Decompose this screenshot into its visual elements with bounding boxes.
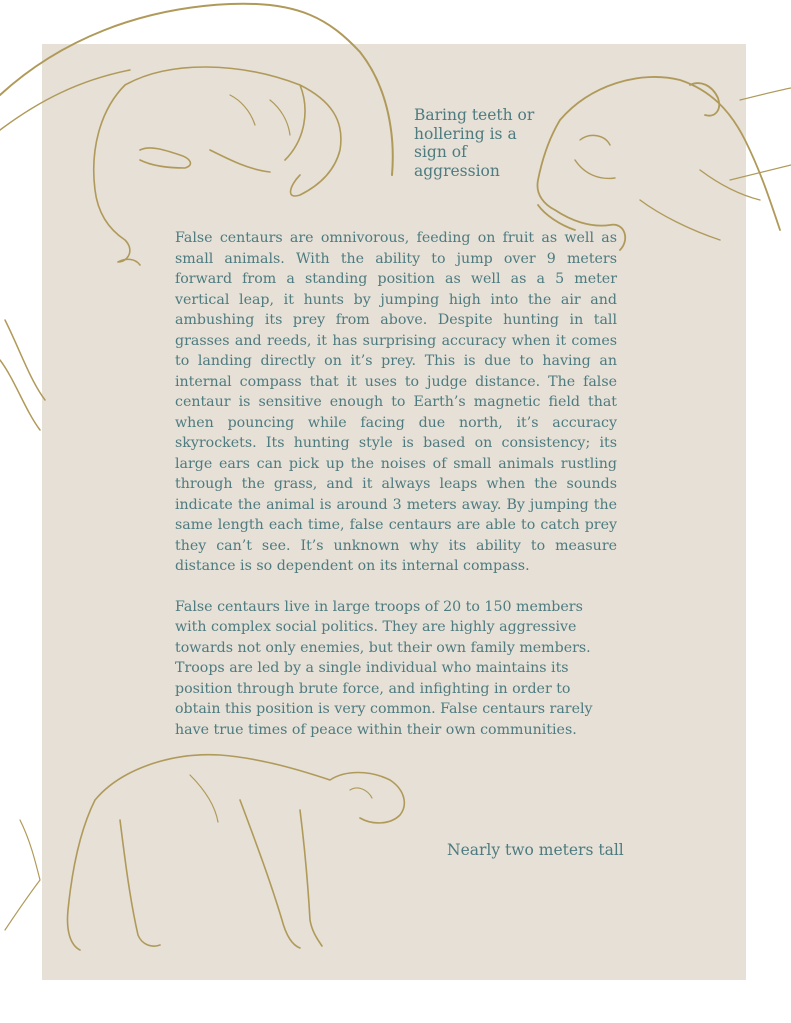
main-body <box>175 228 617 760</box>
paragraph-diet-hunting: False centaurs are omnivorous, feeding on fruit as well as small animals. With the ability to jump over 9 meters forward from a standing position as well as a 5 meter vertical leap, it hunts by jumping high into the air and ambushing its prey from above. Despite hunting in tall grasses and reeds, it has surprising accuracy when it comes to landing directly on it’s prey. This is due to having an internal compass that it uses to judge distance. The false centaur is sensitive enough to Earth’s magnetic field that when pouncing while facing due north, it’s accuracy skyrockets. Its hunting style is based on consistency; its large ears can pick up the noises of small animals rustling through the grass, and it always leaps when the sounds indicate the animal is around 3 meters away. By jumping the same length each time, false centaurs are able to catch prey they can’t see. It’s unknown why its ability to measure distance is so dependent on its internal compass. <box>175 230 617 574</box>
paragraph-social-structure: False centaurs live in large troops of 20 to 150 members with complex social politics. They are highly aggressive towards not only enemies, but their own family members. Troops are led by a single individual who maintains its position through brute force, and infighting in order to obtain this position is very common. False centaurs rarely have true times of peace within their own communities. <box>175 598 593 738</box>
caption-aggression: Baring teeth or hollering is a sign of aggression <box>414 106 535 180</box>
caption-height: Nearly two meters tall <box>447 841 624 859</box>
